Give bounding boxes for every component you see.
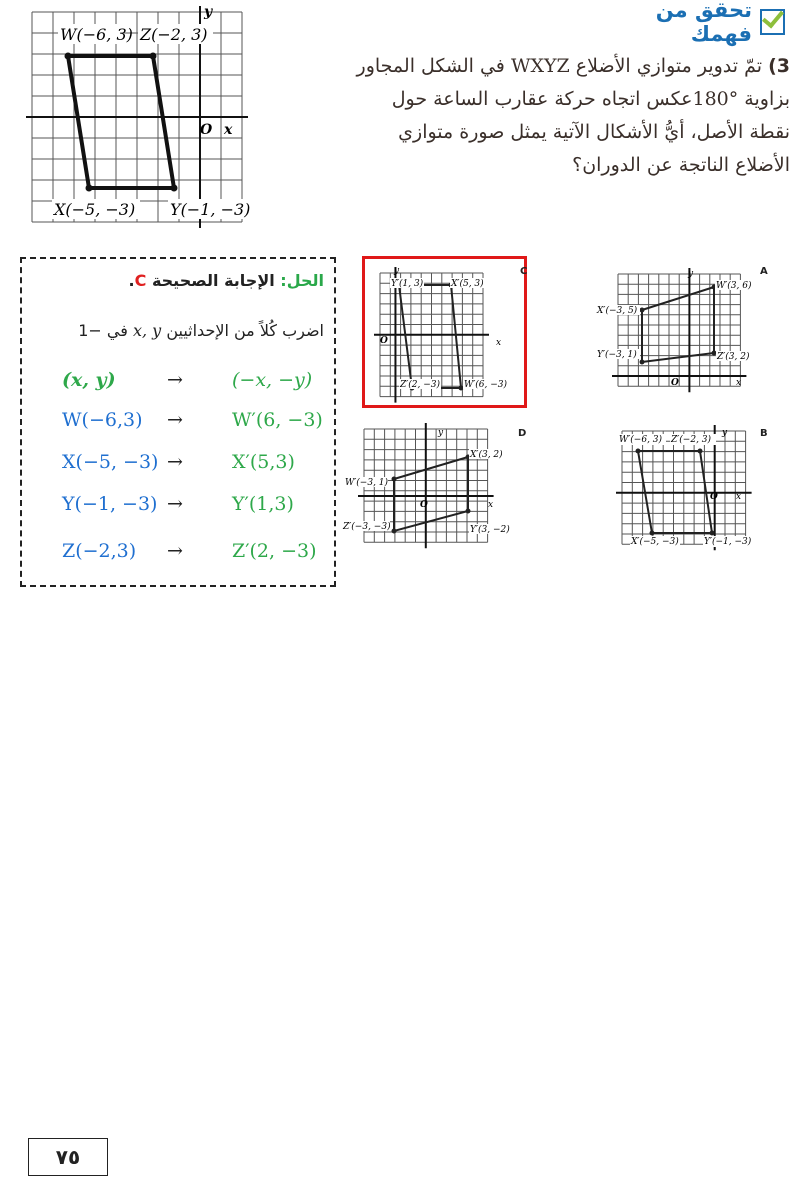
option-d-point-w bbox=[392, 477, 397, 482]
opt-a-origin: O bbox=[671, 378, 679, 388]
option-c-point-w bbox=[459, 386, 464, 391]
main-parallelogram-graph bbox=[26, 2, 258, 238]
opt-b-origin: O bbox=[710, 492, 718, 502]
mapping-row bbox=[22, 369, 334, 399]
option-c-svg bbox=[372, 263, 512, 403]
option-c-letter: C bbox=[520, 266, 528, 277]
option-b-point-z bbox=[698, 449, 703, 454]
option-d-letter: D bbox=[518, 428, 527, 439]
opt-c-label: X′(5, 3) bbox=[451, 279, 484, 289]
instruction-post: في −1 bbox=[78, 321, 128, 340]
checkmark-icon bbox=[760, 9, 785, 35]
question-line-1: تمّ تدوير متوازي الأضلاع WXYZ في الشكل المجاور bbox=[356, 55, 763, 77]
option-a-svg bbox=[597, 266, 752, 396]
solution-header bbox=[129, 271, 324, 290]
opt-b-label: X′(−5, −3) bbox=[631, 537, 679, 547]
point-z bbox=[150, 53, 157, 60]
opt-d-label: Z′(−3, −3) bbox=[343, 522, 391, 532]
mapping-row bbox=[22, 540, 334, 570]
mapping-from: (x, y) bbox=[62, 369, 116, 391]
opt-a-y-axis: y bbox=[688, 269, 694, 279]
question-line-4: الأضلاع الناتجة عن الدوران؟ bbox=[572, 154, 790, 176]
option-a-point-z bbox=[712, 351, 717, 356]
mapping-arrow: → bbox=[167, 493, 183, 515]
option-b-graph bbox=[616, 425, 766, 565]
option-c-graph bbox=[372, 263, 512, 403]
mapping-from: Z(−2,3) bbox=[62, 540, 137, 562]
answer-letter: C bbox=[134, 271, 147, 290]
mapping-to: W′(6, −3) bbox=[232, 409, 323, 431]
solution-label: الحل: bbox=[280, 271, 324, 290]
label-z: Z(−2, 3) bbox=[140, 25, 208, 44]
label-w: W(−6, 3) bbox=[60, 25, 133, 44]
question-text bbox=[330, 50, 790, 182]
mapping-row bbox=[22, 409, 334, 439]
opt-c-label: Y′(1, 3) bbox=[391, 279, 424, 289]
mapping-arrow: → bbox=[167, 540, 183, 562]
mapping-to: X′(5,3) bbox=[232, 451, 295, 473]
point-y bbox=[171, 185, 178, 192]
option-b-point-y bbox=[710, 531, 715, 536]
question-line-3: نقطة الأصل، أيُّ الأشكال الآتية يمثل صورة متوازي bbox=[398, 121, 790, 143]
opt-a-label: W′(3, 6) bbox=[716, 281, 752, 291]
option-d-svg bbox=[343, 425, 516, 565]
opt-a-label: Y′(−3, 1) bbox=[597, 350, 637, 360]
instruction-vars: x, y bbox=[132, 321, 162, 340]
mapping-from: W(−6,3) bbox=[62, 409, 143, 431]
question-number: 3) bbox=[768, 55, 790, 77]
option-d-point-y bbox=[466, 509, 471, 514]
section-header bbox=[595, 0, 785, 46]
opt-d-origin: O bbox=[420, 500, 428, 510]
opt-c-x-axis: x bbox=[496, 338, 502, 348]
mapping-row bbox=[22, 493, 334, 523]
opt-d-label: X′(3, 2) bbox=[470, 450, 503, 460]
y-axis-label: y bbox=[204, 4, 213, 20]
option-b-letter: B bbox=[760, 428, 768, 439]
answer-end: . bbox=[128, 271, 135, 290]
opt-b-label: Z′(−2, 3) bbox=[671, 435, 712, 445]
opt-d-x-axis: x bbox=[488, 500, 494, 510]
opt-d-y-axis: y bbox=[438, 428, 444, 438]
opt-b-label: W′(−6, 3) bbox=[619, 435, 663, 445]
option-b-point-x bbox=[650, 531, 655, 536]
solution-instruction bbox=[78, 321, 324, 340]
label-x: X(−5, −3) bbox=[54, 200, 136, 219]
point-w bbox=[65, 53, 72, 60]
option-a-graph bbox=[597, 266, 752, 396]
opt-a-label: X′(−3, 5) bbox=[597, 306, 638, 316]
mapping-arrow: → bbox=[167, 409, 183, 431]
opt-d-label: Y′(3, −2) bbox=[470, 525, 510, 535]
main-graph-svg bbox=[26, 2, 258, 238]
option-b-point-w bbox=[636, 449, 641, 454]
instruction-pre: اضرب كُلاً من الإحداثيين bbox=[166, 321, 324, 340]
question-line-2: بزاوية °180عكس اتجاه حركة عقارب الساعة حول bbox=[391, 88, 790, 110]
answer-text: الإجابة الصحيحة bbox=[151, 271, 275, 290]
mapping-to: (−x, −y) bbox=[232, 369, 313, 391]
option-d-graph bbox=[343, 425, 516, 565]
label-y: Y(−1, −3) bbox=[170, 200, 251, 219]
mapping-to: Y′(1,3) bbox=[232, 493, 294, 515]
opt-c-y-axis: y bbox=[394, 266, 400, 276]
opt-c-label: Z′(2, −3) bbox=[400, 380, 441, 390]
section-title: تحقق من فهمك bbox=[655, 0, 753, 46]
option-b-svg bbox=[616, 425, 766, 565]
mapping-from: X(−5, −3) bbox=[62, 451, 159, 473]
option-a-point-y bbox=[640, 360, 645, 365]
mapping-to: Z′(2, −3) bbox=[232, 540, 317, 562]
option-a-point-x bbox=[640, 308, 645, 313]
mapping-arrow: → bbox=[167, 451, 183, 473]
x-axis-label: x bbox=[224, 122, 233, 138]
opt-a-x-axis: x bbox=[736, 378, 742, 388]
page-number: ٧٥ bbox=[28, 1138, 108, 1176]
opt-b-y-axis: y bbox=[722, 428, 728, 438]
solution-box bbox=[20, 257, 336, 587]
opt-b-label: Y′(−1, −3) bbox=[704, 537, 752, 547]
option-d-point-z bbox=[392, 529, 397, 534]
opt-c-origin: O bbox=[380, 336, 388, 346]
opt-a-label: Z′(3, 2) bbox=[717, 352, 750, 362]
opt-b-x-axis: x bbox=[736, 492, 742, 502]
mapping-arrow: → bbox=[167, 369, 183, 391]
option-a-letter: A bbox=[760, 266, 768, 277]
origin-label: O bbox=[200, 122, 213, 138]
mapping-from: Y(−1, −3) bbox=[62, 493, 158, 515]
opt-c-label: W′(6, −3) bbox=[464, 380, 508, 390]
mapping-row bbox=[22, 451, 334, 481]
opt-d-label: W′(−3, 1) bbox=[345, 478, 389, 488]
point-x bbox=[86, 185, 93, 192]
